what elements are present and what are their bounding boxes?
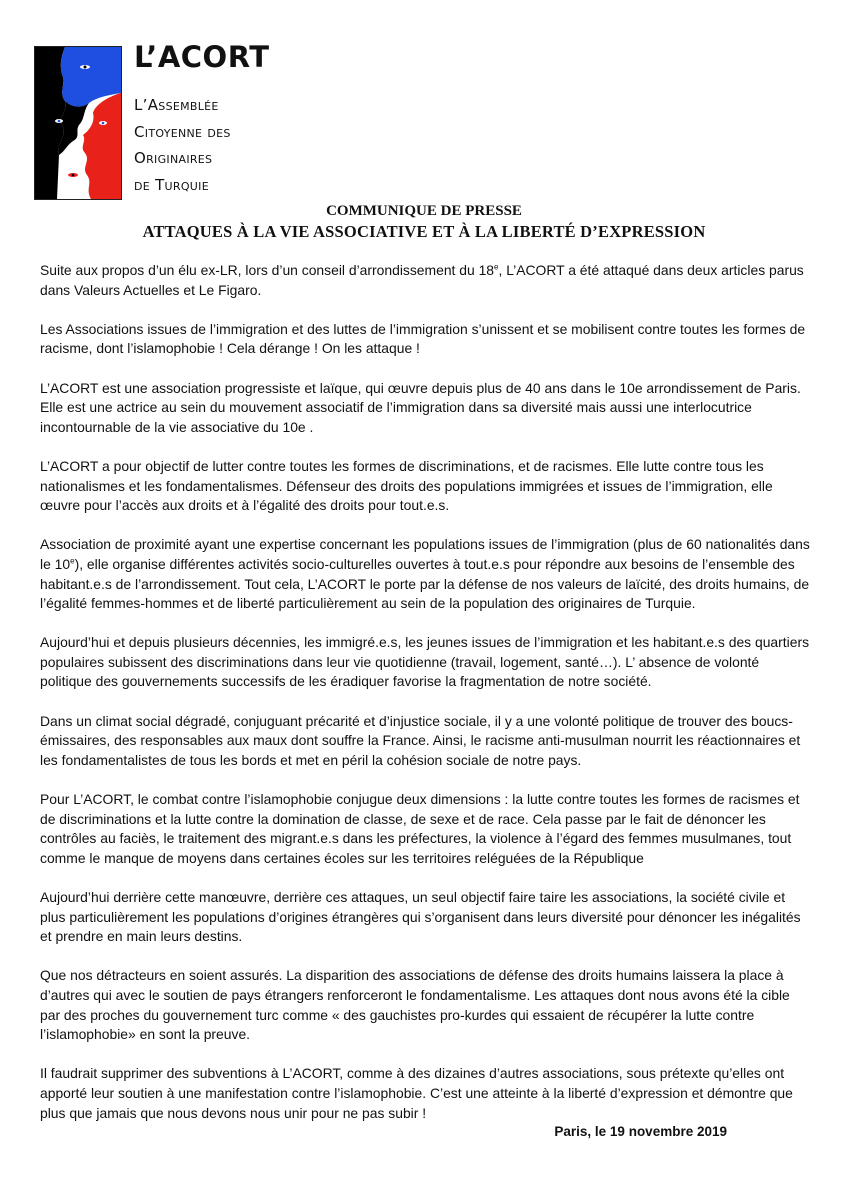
paragraph: Que nos détracteurs en soient assurés. La disparition des associations de défense des droits humains laissera la place à d’autres qui avec le soutien de pays étrangers renforceront le fondamentalisme. Les attaques dont nous avons été la cible par des proches du gouvernement turc comme « des gauchistes pro-kurdes qui essaient de récupérer la lutte contre l’islamophobie» en sont la preuve. [40,967,790,1043]
signature-date: Paris, le 19 novembre 2019 [554,1124,727,1139]
paragraph: Aujourd’hui et depuis plusieurs décennies, les immigré.e.s, les jeunes issues de l’immigration et les habitant.e.s des quartiers populaires subissent des discriminations dans leur vie quotidienne (travail, logement, santé…). L’ absence de volonté politique des gouvernements successifs de les éradiquer favorise la fragmentation de notre société. [40,634,810,690]
paragraph: Les Associations issues de l’immigration et des luttes de l’immigration s’unissent et se mobilisent contre toutes les formes de racisme, dont l’islamophobie ! Cela dérange ! On les attaque ! [40,320,806,357]
paragraph: Pour L’ACORT, le combat contre l’islamophobie conjugue deux dimensions : la lutte contre toutes les formes de racismes et de discriminations et la lutte contre la domination de classe, de sexe et de race. Cela passe par le fait de dénoncer les contrôles au faciès, le traitement des migrant.e.s dans les préfectures, la violence à l’égard des femmes musulmanes, tout comme le manque de moyens dans certaines écoles sur les territoires reléguées de la République [40,791,800,866]
org-subtitle [134,92,231,198]
press-release-title: ATTAQUES À LA VIE ASSOCIATIVE ET À LA LIBERTÉ D’EXPRESSION [142,222,706,241]
paragraph: L’ACORT a pour objectif de lutter contre toutes les formes de discriminations, et de racismes. Elle lutte contre tous les nationalismes et les fondamentalismes. Défenseur des droits des populations immigrées et issues de l’immigration, elle œuvre pour l’accès aux droits et à l’égalité des droits pour tout.e.s. [40,457,773,514]
paragraph: Dans un climat social dégradé, conjuguant précarité et d’injustice sociale, il y a une volonté politique de trouver des boucs- émissaires, des responsables aux maux dont souffre la France. Ainsi, le racisme anti-musulman nourrit les réactionnaires et les fondamentalistes de tous les bords et met en péril la cohésion sociale de notre pays. [40,712,801,768]
paragraph: Il faudrait supprimer des subventions à L’ACORT, comme à des dizaines d’autres associations, sous prétexte qu’elles ont apporté leur soutien à une manifestation contre l’islamophobie. C’est une atteinte à la liberté d’expression et démontre que plus que jamais que nous devons nous unir pour ne pas subir ! [40,1065,793,1121]
org-subtitle-line: de Turquie [134,175,209,194]
paragraph: Suite aux propos d’un élu ex-LR, lors d’un conseil d’arrondissement du 18e, L’ACORT a été attaqué dans deux articles parus dans Valeurs Actuelles et Le Figaro. [40,262,804,298]
org-name: L’ACORT [134,40,270,74]
paragraph: Association de proximité ayant une expertise concernant les populations issues de l’immigration (plus de 60 nationalités dans le 10e), elle organise différentes activités socio-culturelles ouvertes à tout.e.s pour répondre aux besoins de l’ensemble des habitant.e.s de l’arrondissement. Tout cela, L’ACORT le porte par la défense de nos valeurs de laïcité, des droits humains, de l’égalité femmes-hommes et de liberté particulièrement au sein de la population des originaires de Turquie. [40,536,810,612]
press-release-body [40,261,812,1143]
press-release-label: COMMUNIQUE DE PRESSE [326,203,522,219]
paragraph: L’ACORT est une association progressiste et laïque, qui œuvre depuis plus de 40 ans dans le 10e arrondissement de Paris. Elle est une actrice au sein du mouvement associatif de l’immigration dans sa diversité mais aussi une interlocutrice incontournable de la vie associative du 10e . [40,379,801,435]
org-subtitle-line: Originaires [134,149,213,167]
org-subtitle-line: Citoyenne des [134,122,231,141]
org-subtitle-line: L’Assemblée [134,96,219,114]
paragraph: Aujourd’hui derrière cette manœuvre, derrière ces attaques, un seul objectif faire taire les associations, la société civile et plus particulièrement les populations d’origines étrangères qui s’organisent dans leurs diversité pour dénoncer les inégalités et prendre en main leurs destins. [40,889,801,945]
profile-faces-logo-icon [34,46,122,200]
